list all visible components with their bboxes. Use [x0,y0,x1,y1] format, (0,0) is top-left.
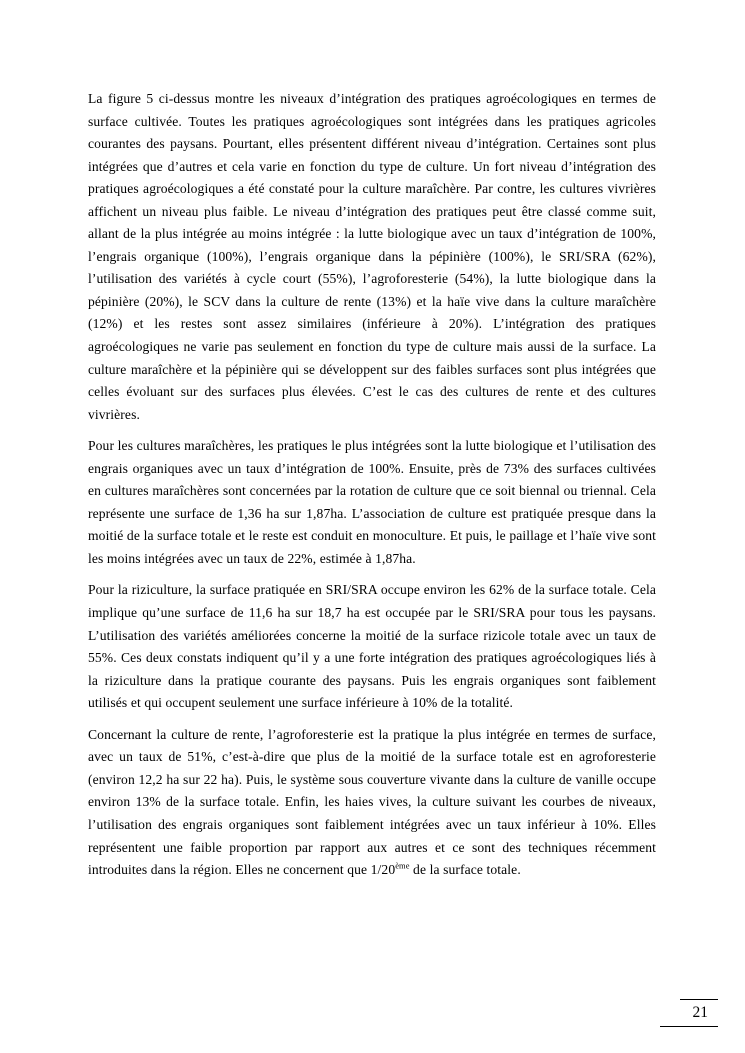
footer-bottom-rule [660,1026,718,1027]
paragraph-4 [88,724,656,882]
page-content [88,88,656,882]
page-footer [660,999,718,1027]
paragraph-1: La figure 5 ci-dessus montre les niveaux d’intégration des pratiques agroécologiques en termes de surface cultivée. Toutes les pratiques agroécologiques sont intégrées dans les pratiques agricoles courantes des paysans. Pourtant, elles présentent différent niveau d’intégration. Certaines sont plus intégrées que d’autres et cela varie en fonction du type de culture. Un fort niveau d’intégration des pratiques agroécologiques a été constaté pour la culture maraîchère. Par contre, les cultures vivrières affichent un niveau plus faible. Le niveau d’intégration des pratiques peut être classé comme suit, allant de la plus intégrée au moins intégrée : la lutte biologique avec un taux d’intégration de 100%, l’engrais organique (100%), l’engrais organique dans la pépinière (100%), le SRI/SRA (62%), l’utilisation des variétés à cycle court (55%), l’agroforesterie (54%), la lutte biologique dans la pépinière (20%), le SCV dans la culture de rente (13%) et la haïe vive dans la culture maraîchère (12%) et les restes sont assez similaires (inférieure à 20%). L’intégration des pratiques agroécologiques ne varie pas seulement en fonction du type de culture mais aussi de la surface. La culture maraîchère et la pépinière qui se développent sur des faibles surfaces sont plus intégrées que celles évoluant sur des surfaces plus élevées. C’est le cas des cultures de rente et des cultures vivrières. [88,91,656,422]
superscript-eme: ème [395,860,410,871]
paragraph-4-text-end: de la surface totale. [409,862,521,878]
paragraph-3: Pour la riziculture, la surface pratiquée en SRI/SRA occupe environ les 62% de la surface totale. Cela implique qu’une surface de 11,6 ha sur 18,7 ha est occupée par le SRI/SRA pour tous les paysans. L’utilisation des variétés améliorées concerne la moitié de la surface rizicole totale avec un taux de 55%. Ces deux constats indiquent qu’il y a une forte intégration des pratiques agroécologiques liés à la riziculture dans la pratique courante des paysans. Puis les engrais organiques sont faiblement utilisés et qui occupent seulement une surface inférieure à 10% de la totalité. [88,582,656,711]
paragraph-4-text: Concernant la culture de rente, l’agroforesterie est la pratique la plus intégrée en termes de surface, avec un taux de 51%, c’est-à-dire que plus de la moitié de la surface totale est en agroforesterie (environ 12,2 ha sur 22 ha). Puis, le système sous couverture vivante dans la culture de vanille occupe environ 13% de la surface totale. Enfin, les haies vives, la culture suivant les courbes de niveaux, l’utilisation des engrais organiques sont faiblement intégrées avec un taux inférieur à 10%. Elles représentent une faible proportion par rapport aux autres et ce sont des techniques récemment introduites dans la région. Elles ne concernent que 1/20 [88,726,656,878]
page-number: 21 [692,1004,708,1021]
paragraph-2: Pour les cultures maraîchères, les pratiques le plus intégrées sont la lutte biologique et l’utilisation des engrais organiques avec un taux d’intégration de 100%. Ensuite, près de 73% des surfaces cultivées en cultures maraîchères sont concernées par la rotation de culture que ce soit biennal ou triennal. Cela représente une surface de 1,36 ha sur 1,87ha. L’association de culture est pratiquée presque dans la moitié de la surface totale et le reste est conduit en monoculture. Et puis, le paillage et l’haïe vive sont les moins intégrées avec un taux de 22%, estimée à 1,87ha. [88,438,656,566]
